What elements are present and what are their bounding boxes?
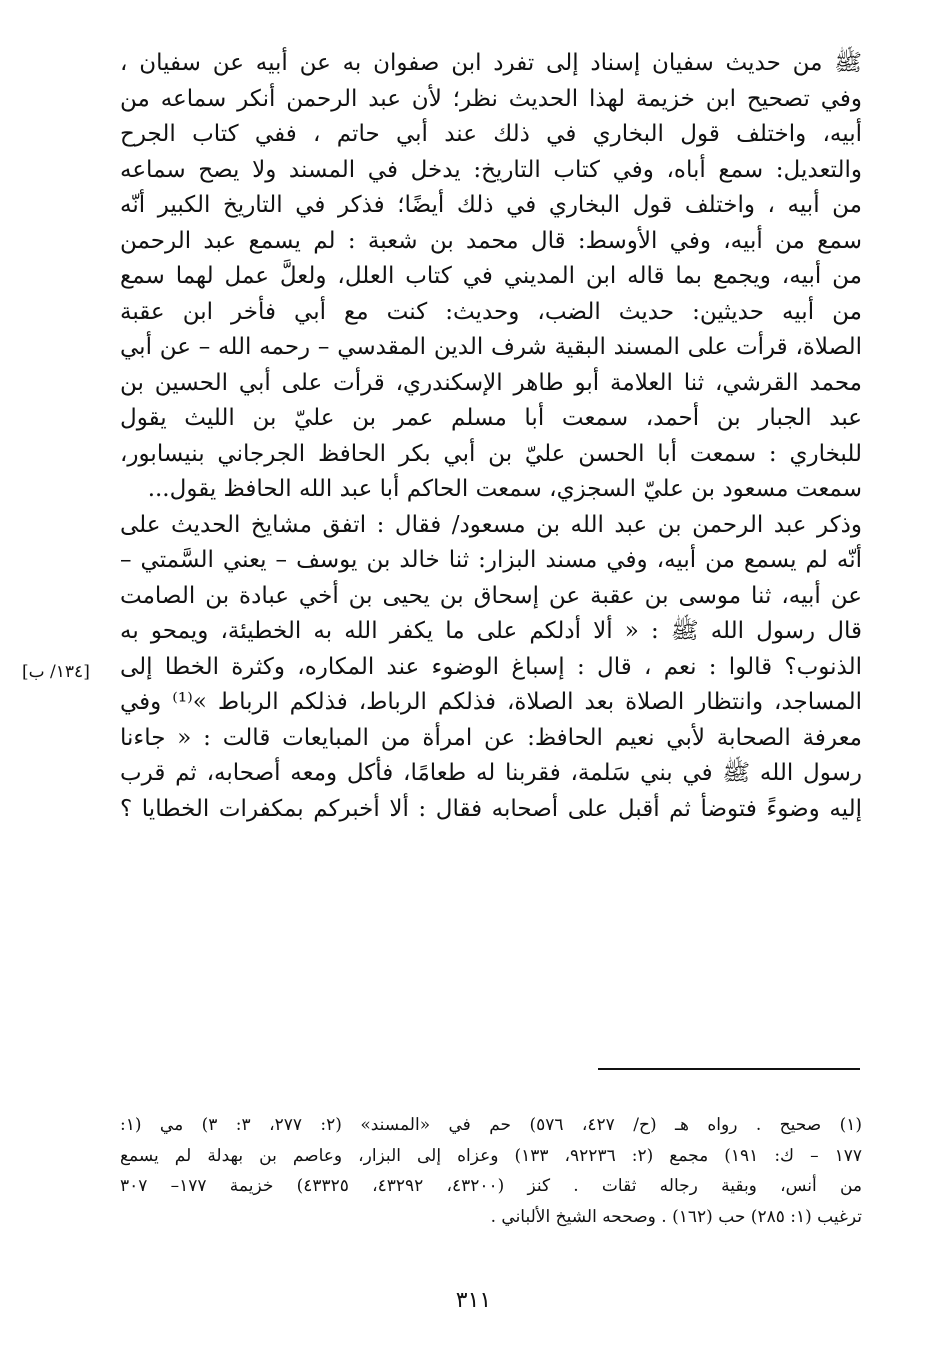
text-line: وفي تصحيح ابن خزيمة لهذا الحديث نظر؛ لأن عبد الرحمن أنكر سماعه من — [120, 85, 862, 112]
text-line: سمع من أبيه، وفي الأوسط: قال محمد بن شعبة : لم يسمع عبد الرحمن — [120, 227, 862, 254]
footnote-line: من أنس، وبقية رجاله ثقات . كنز (٤٣٢٠٠، ٤٣٢٩٢، ٤٣٣٢٥) خزيمة ١٧٧– ٣٠٧ — [120, 1176, 862, 1196]
text-line: محمد القرشي، ثنا العلامة أبو طاهر الإسكندري، قرأت على أبي الحسين بن — [120, 369, 862, 396]
footnote-separator — [598, 1068, 860, 1070]
text-line: المساجد، وانتظار الصلاة بعد الصلاة، فذلكم الرباط، فذلكم الرباط »⁽¹⁾ وفي — [120, 689, 862, 715]
text-line: رسول الله ﷺ في بني سَلمة، فقربنا له طعامًا، فأكل ومعه أصحابه، ثم قرب — [120, 760, 862, 786]
manuscript-folio-reference: [١٣٤/ ب] — [22, 662, 90, 682]
text-line: وذكر عبد الرحمن بن عبد الله بن مسعود/ فقال : اتفق مشايخ الحديث على — [120, 511, 862, 538]
footnotes-block — [120, 1110, 862, 1232]
text-line: للبخاري : سمعت أبا الحسن عليّ بن أبي بكر الحافظ الجرجاني بنيسابور، — [120, 440, 862, 467]
main-text-block — [120, 46, 862, 827]
text-line: قال رسول الله ﷺ : « ألا أدلكم على ما يكفر الله به الخطيئة، ويمحو به — [120, 618, 862, 644]
footnote-line: ١٧٧ – ك: ١٩١) مجمع (٢: ٩٢٢٣٦، ١٣٣) وعزاه إلى البزار، وعاصم بن بهدلة لم يسمع — [120, 1145, 862, 1166]
text-line: والتعديل: سمع أباه، وفي كتاب التاريخ: يدخل في المسند ولا يصح سماعه — [120, 156, 862, 183]
footnote-line: ترغيب (١: ٢٨٥) حب (١٦٢) . وصححه الشيخ الألباني . — [490, 1206, 862, 1227]
text-line: أبيه، واختلف قول البخاري في ذلك عند أبي حاتم ، ففي كتاب الجرح — [120, 121, 862, 147]
text-line: الذنوب؟ قالوا : نعم ، قال : إسباغ الوضوء عند المكاره، وكثرة الخطا إلى — [120, 653, 862, 680]
text-line: من أبيه، ويجمع بما قاله ابن المديني في كتاب العلل، ولعلَّ عمل لهما سمع — [120, 263, 862, 289]
page-number: ٣١١ — [455, 1288, 492, 1313]
footnote-line: (١) صحيح . رواه هـ (ح/ ٤٢٧، ٥٧٦) حم في «المسند» (٢: ٢٧٧، ٣: ٣) مي (١: — [120, 1115, 862, 1135]
text-line: الصلاة، قرأت على المسند البقية شرف الدين المقدسي – رحمه الله – عن أبي — [120, 334, 862, 360]
text-line: من أبيه حديثين: حديث الضب، وحديث: كنت مع أبي فأخر ابن عقبة — [120, 298, 862, 325]
text-line: سمعت مسعود بن عليّ السجزي، سمعت الحاكم أبا عبد الله الحافظ يقول... — [147, 476, 862, 502]
text-line: معرفة الصحابة لأبي نعيم الحافظ: عن امرأة من المبايعات قالت : « جاءنا — [120, 724, 862, 751]
text-line: عن أبيه، ثنا موسى بن عقبة عن إسحاق بن يحيى بن أخي عبادة بن الصامت — [120, 582, 862, 609]
text-line: ﷺ من حديث سفيان إسناد إلى تفرد ابن صفوان به عن أبيه عن سفيان ، — [120, 50, 862, 76]
text-line: عبد الجبار بن أحمد، سمعت أبا مسلم عمر بن عليّ بن الليث يقول — [120, 405, 862, 431]
text-line: من أبيه ، واختلف قول البخاري في ذلك أيضًا؛ فذكر في التاريخ الكبير أنّه — [120, 192, 862, 218]
text-line: إليه وضوءً فتوضأ ثم أقبل على أصحابه فقال : ألا أخبركم بمكفرات الخطايا ؟ — [120, 795, 862, 822]
text-line: أنّه لم يسمع من أبيه، وفي مسند البزار: ثنا خالد بن يوسف – يعني السَّمتي – — [120, 547, 862, 573]
